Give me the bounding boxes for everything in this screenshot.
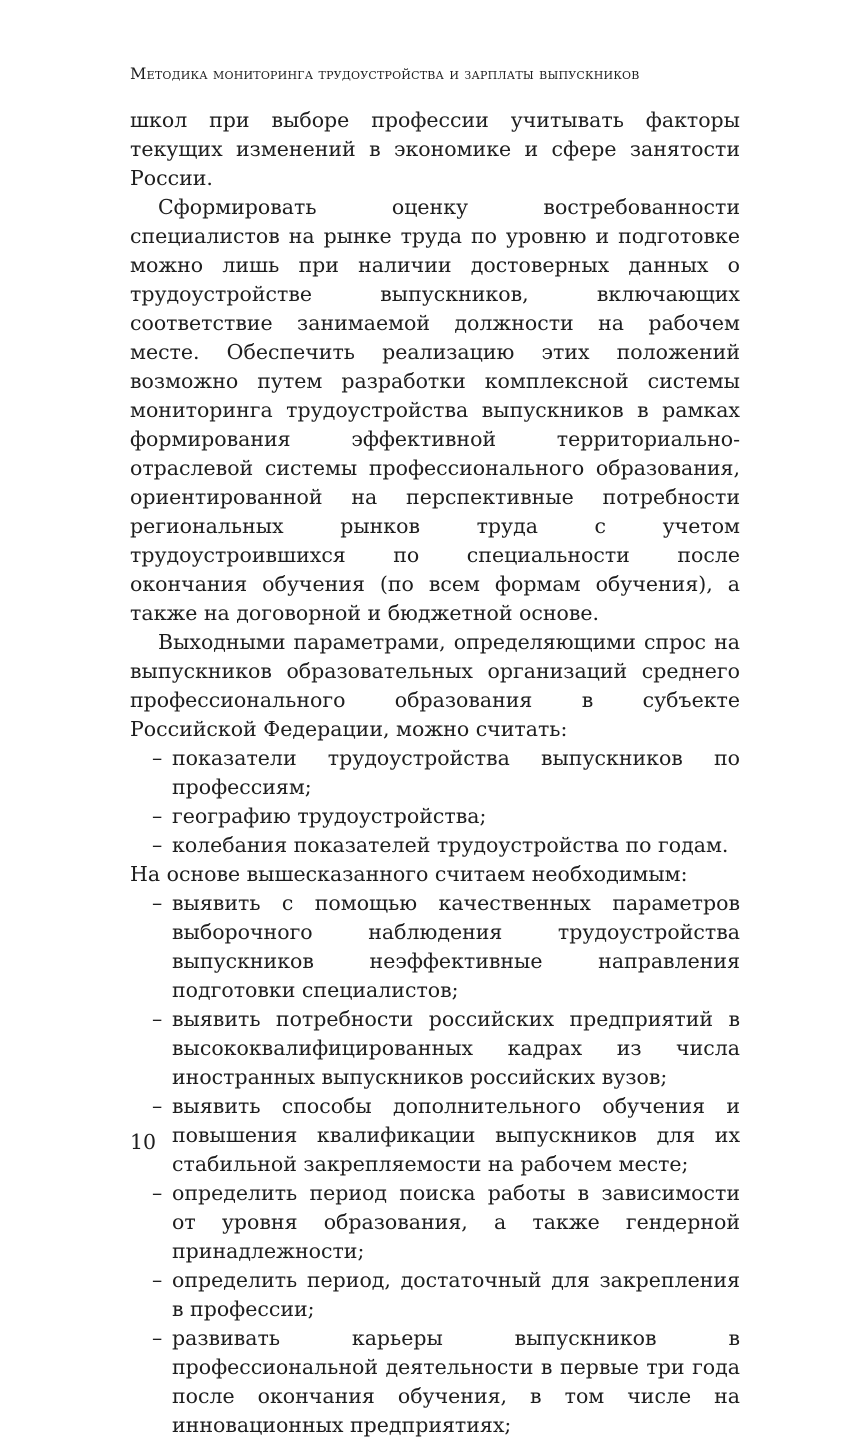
list-item: – колебания показателей трудоустройства по годам. [130, 831, 740, 860]
list-item: – географию трудоустройства; [130, 802, 740, 831]
output-parameters-list [130, 744, 740, 860]
page-body [130, 106, 740, 1440]
paragraph-continuation: школ при выборе профессии учитывать факторы текущих изменений в экономике и сфере занятости России. [130, 108, 740, 190]
running-head: Методика мониторинга трудоустройства и зарплаты выпускников [130, 64, 640, 83]
list-item: – определить период, достаточный для закрепления в профессии; [130, 1266, 740, 1324]
necessary-actions-list [130, 889, 740, 1440]
list-item: – выявить потребности российских предприятий в высококвалифицированных кадрах из числа иностранных выпускников российских вузов; [130, 1005, 740, 1092]
list-item: – показатели трудоустройства выпускников по профессиям; [130, 744, 740, 802]
paragraph-output-parameters: Выходными параметрами, определяющими спрос на выпускников образовательных организаций среднего профессионального образования в субъекте Российской Федерации, можно считать: [130, 630, 740, 741]
paragraph-assessment: Сформировать оценку востребованности специалистов на рынке труда по уровню и подготовке можно лишь при наличии достоверных данных о трудоустройстве выпускников, включающих соответствие занимаемой должности на рабочем месте. Обеспечить реализацию этих положений возможно путем разработки комплексной системы мониторинга трудоустройства выпускников в рамках формирования эффективной территориально-отраслевой системы профессионального образования, ориентированной на перспективные потребности региональных рынков труда с учетом трудоустроившихся по специальности после окончания обучения (по всем формам обучения), а также на договорной и бюджетной основе. [130, 195, 740, 625]
list-item: – выявить с помощью качественных параметров выборочного наблюдения трудоустройства выпускников неэффективные направления подготовки специалистов; [130, 889, 740, 1005]
page-number: 10 [130, 1130, 157, 1154]
paragraph-conclusion: На основе вышесказанного считаем необходимым: [130, 862, 688, 886]
list-item: – определить период поиска работы в зависимости от уровня образования, а также гендерной принадлежности; [130, 1179, 740, 1266]
list-item: – развивать карьеры выпускников в профессиональной деятельности в первые три года после окончания обучения, в том числе на инновационных предприятиях; [130, 1324, 740, 1440]
list-item: – выявить способы дополнительного обучения и повышения квалификации выпускников для их стабильной закрепляемости на рабочем месте; [130, 1092, 740, 1179]
